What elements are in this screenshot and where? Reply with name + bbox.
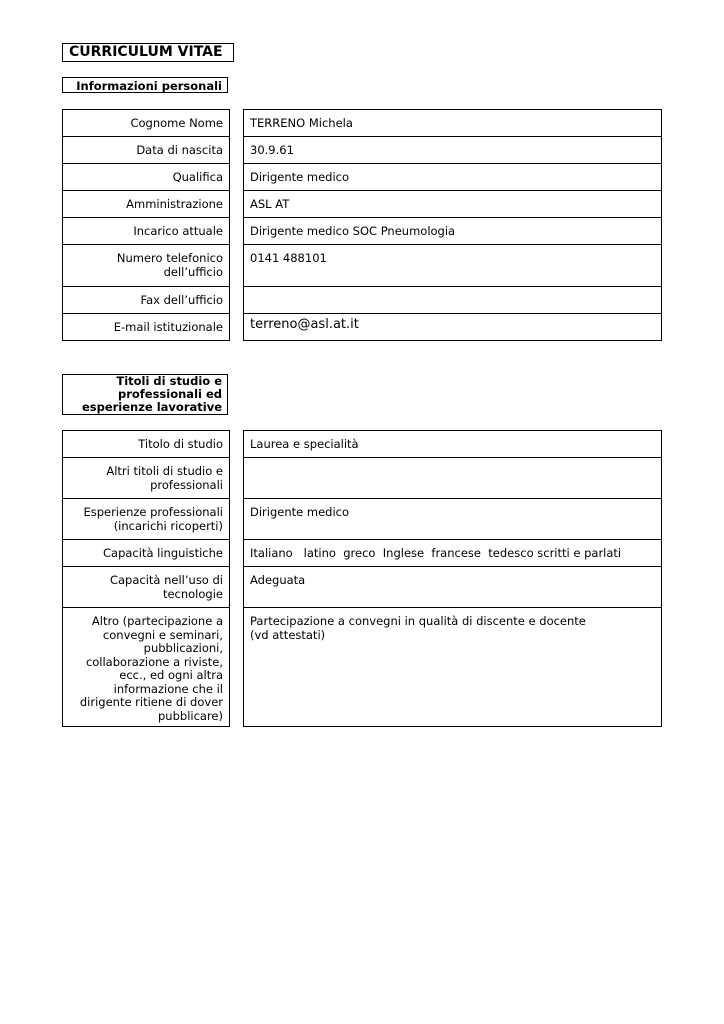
- value-incarico-attuale: Dirigente medico SOC Pneumologia: [244, 218, 661, 245]
- value-telefono-ufficio: 0141 488101: [244, 245, 661, 287]
- label-capacita-linguistiche: Capacità linguistiche: [63, 540, 229, 567]
- section-heading-titoli: Titoli di studio e professionali ed esperienze lavorative: [62, 374, 228, 415]
- document-title: CURRICULUM VITAE: [62, 43, 234, 62]
- label-cognome-nome: Cognome Nome: [63, 110, 229, 137]
- label-data-nascita: Data di nascita: [63, 137, 229, 164]
- value-capacita-tecnologie: Adeguata: [244, 567, 661, 608]
- label-qualifica: Qualifica: [63, 164, 229, 191]
- value-titolo-studio: Laurea e specialità: [244, 431, 661, 458]
- section-heading-personal-info: Informazioni personali: [62, 77, 228, 93]
- value-altro: Partecipazione a convegni in qualità di discente e docente (vd attestati): [250, 614, 586, 642]
- personal-info-values: [243, 109, 662, 341]
- label-altro: Altro (partecipazione a convegni e seminari, pubblicazioni, collaborazione a riviste, ecc., ed ogni altra informazione che il dirigente ritiene di dover pubblicare): [79, 614, 223, 723]
- value-amministrazione: ASL AT: [244, 191, 661, 218]
- personal-info-labels: [62, 109, 230, 341]
- value-capacita-linguistiche: Italiano latino greco Inglese francese tedesco scritti e parlati: [244, 540, 661, 567]
- value-data-nascita: 30.9.61: [244, 137, 661, 164]
- label-esperienze-professionali: Esperienze professionali (incarichi ricoperti): [63, 499, 229, 540]
- label-telefono-ufficio: Numero telefonico dell’ufficio: [63, 245, 229, 287]
- value-fax-ufficio: [244, 287, 661, 314]
- titoli-values: [243, 430, 662, 727]
- titoli-labels: [62, 430, 230, 727]
- label-email: E-mail istituzionale: [113, 320, 223, 334]
- label-incarico-attuale: Incarico attuale: [63, 218, 229, 245]
- label-fax-ufficio: Fax dell’ufficio: [63, 287, 229, 314]
- label-titolo-studio: Titolo di studio: [63, 431, 229, 458]
- label-capacita-tecnologie: Capacità nell’uso di tecnologie: [63, 567, 229, 608]
- label-amministrazione: Amministrazione: [63, 191, 229, 218]
- value-esperienze-professionali: Dirigente medico: [244, 499, 661, 540]
- value-email[interactable]: terreno@asl.at.it: [250, 317, 359, 332]
- value-altri-titoli: [244, 458, 661, 499]
- label-altri-titoli: Altri titoli di studio e professionali: [63, 458, 229, 499]
- value-qualifica: Dirigente medico: [244, 164, 661, 191]
- value-cognome-nome: TERRENO Michela: [244, 110, 661, 137]
